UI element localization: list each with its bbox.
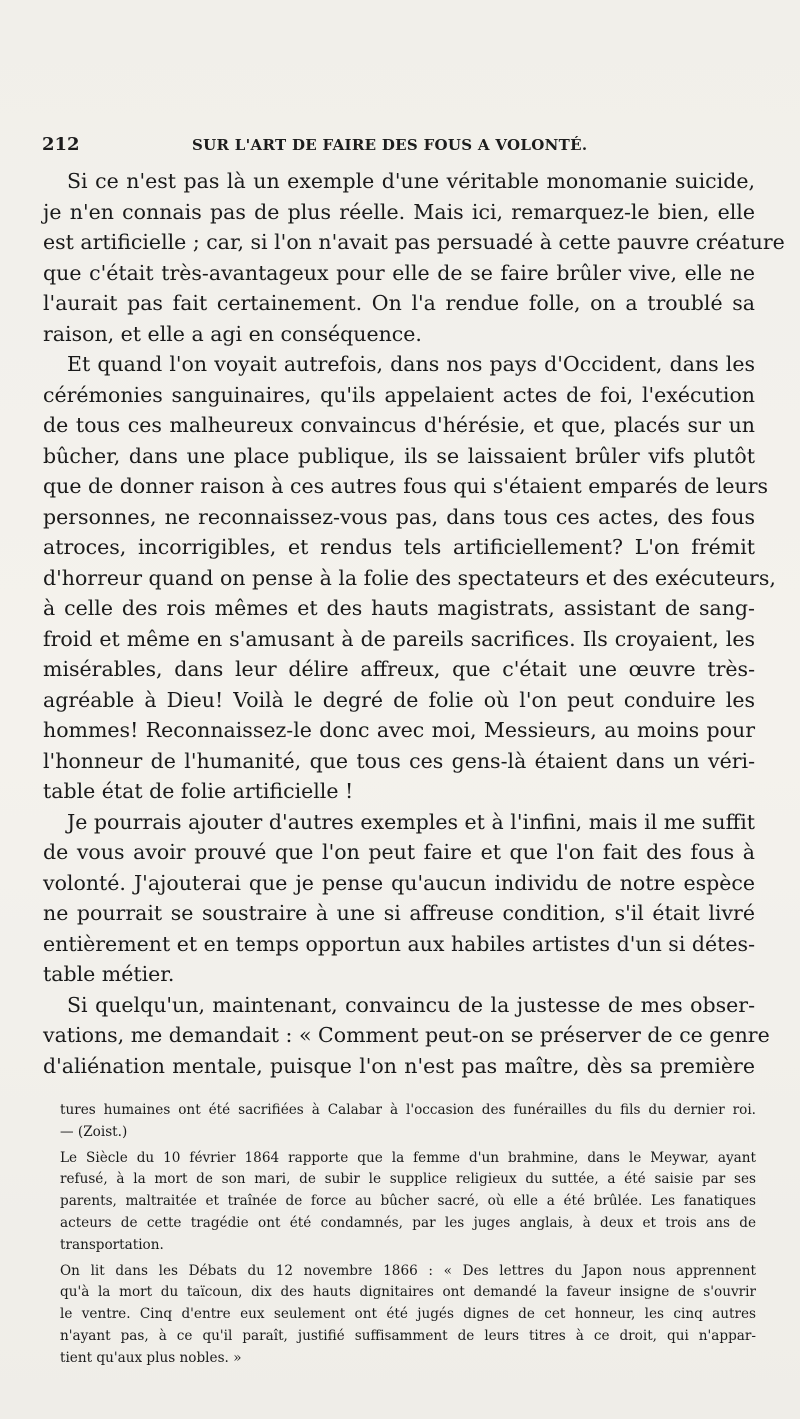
text-line: d'aliénation mentale, puisque l'on n'est pas maître, dès sa première (43, 1053, 755, 1078)
text-line: Si ce n'est pas là un exemple d'une véritable monomanie suicide, (67, 169, 755, 193)
text-line: de tous ces malheureux convaincus d'hérésie, et que, placés sur un (43, 413, 755, 437)
text-line: table métier. (43, 962, 175, 986)
text-line: bûcher, dans une place publique, ils se laissaient brûler vifs plutôt (43, 443, 755, 468)
text-line: hommes! Reconnaissez-le donc avec moi, Messieurs, au moins pour (43, 718, 755, 742)
text-line: d'horreur quand on pense à la folie des spectateurs et des exécuteurs, (43, 565, 776, 590)
text-line: Je pourrais ajouter d'autres exemples et à l'infini, mais il me suffit (67, 809, 755, 834)
footnote-line: le ventre. Cinq d'entre eux seulement ont été jugés dignes de cet honneur, les cinq autres (60, 1306, 756, 1323)
text-line: l'honneur de l'humanité, que tous ces gens-là étaient dans un véri- (43, 748, 755, 773)
text-line: l'aurait pas fait certainement. On l'a rendue folle, on a troublé sa (43, 291, 755, 315)
text-line: de vous avoir prouvé que l'on peut faire et que l'on fait des fous à (43, 840, 755, 864)
text-line: que c'était très-avantageux pour elle de se faire brûler vive, elle ne (43, 260, 755, 285)
text-line: est artificielle ; car, si l'on n'avait pas persuadé à cette pauvre créature (43, 230, 785, 254)
text-line: Et quand l'on voyait autrefois, dans nos pays d'Occident, dans les (67, 352, 755, 376)
text-line: ne pourrait se soustraire à une si affreuse condition, s'il était livré (43, 901, 755, 925)
text-line: que de donner raison à ces autres fous qui s'étaient emparés de leurs (43, 474, 769, 498)
footnote-line: Le Siècle du 10 février 1864 rapporte que la femme d'un brahmine, dans le Meywar, ayant (60, 1149, 756, 1166)
text-line: Si quelqu'un, maintenant, convaincu de la justesse de mes obser- (67, 992, 755, 1017)
footnote-paragraph (60, 1148, 756, 1257)
text-line: à celle des rois mêmes et des hauts magistrats, assistant de sang- (43, 596, 755, 620)
page-header (42, 134, 752, 158)
text-line: personnes, ne reconnaissez-vous pas, dans tous ces actes, des fous (43, 504, 755, 529)
text-line: atroces, incorrigibles, et rendus tels artificiellement? L'on frémit (43, 535, 755, 559)
text-line: vations, me demandait : « Comment peut-on se préserver de ce genre (43, 1023, 770, 1047)
footnote-paragraph (60, 1261, 756, 1370)
footnote-line: parents, maltraitée et traînée de force au bûcher sacré, où elle a été brûlée. Les fanatiques (60, 1193, 756, 1210)
text-line: entièrement et en temps opportun aux habiles artistes d'un si détes- (43, 931, 755, 956)
text-line: raison, et elle a agi en conséquence. (43, 321, 422, 346)
footnote-line: qu'à la mort du taïcoun, dix des hauts dignitaires ont demandé la faveur insigne de s'ouvrir (60, 1284, 756, 1301)
footnote-line: transportation. (60, 1236, 164, 1253)
text-line: table état de folie artificielle ! (43, 779, 354, 803)
footnote-line: tures humaines ont été sacrifiées à Calabar à l'occasion des funérailles du fils du dernier roi. (60, 1102, 756, 1118)
footnote-line: — (Zoist.) (60, 1123, 128, 1140)
footnote-line: n'ayant pas, à ce qu'il paraît, justifié suffisamment de leurs titres à ce droit, qui n'appar- (60, 1327, 756, 1344)
footnote-paragraph (60, 1100, 756, 1144)
page-number: 212 (42, 134, 80, 155)
text-line: misérables, dans leur délire affreux, que c'était une œuvre très- (43, 657, 755, 681)
text-line: je n'en connais pas de plus réelle. Mais ici, remarquez-le bien, elle (43, 199, 755, 224)
text-line: agréable à Dieu! Voilà le degré de folie où l'on peut conduire les (43, 687, 755, 712)
footnote-line: acteurs de cette tragédie ont été condamnés, par les juges anglais, à deux et trois ans de (60, 1214, 756, 1231)
text-line: cérémonies sanguinaires, qu'ils appelaient actes de foi, l'exécution (43, 382, 755, 407)
footnotes (60, 1100, 756, 1374)
main-text (43, 166, 785, 1081)
text-line: volonté. J'ajouterai que je pense qu'aucun individu de notre espèce (43, 870, 755, 895)
footnote-line: tient qu'aux plus nobles. » (60, 1349, 242, 1366)
footnote-line: refusé, à la mort de son mari, de subir le supplice religieux du suttée, a été saisie par ses (60, 1171, 756, 1188)
text-line: froid et même en s'amusant à de pareils sacrifices. Ils croyaient, les (43, 626, 755, 651)
footnote-line: On lit dans les Débats du 12 novembre 1866 : « Des lettres du Japon nous apprennent (60, 1262, 756, 1279)
running-title: SUR L'ART DE FAIRE DES FOUS A VOLONTÉ. (192, 136, 588, 154)
